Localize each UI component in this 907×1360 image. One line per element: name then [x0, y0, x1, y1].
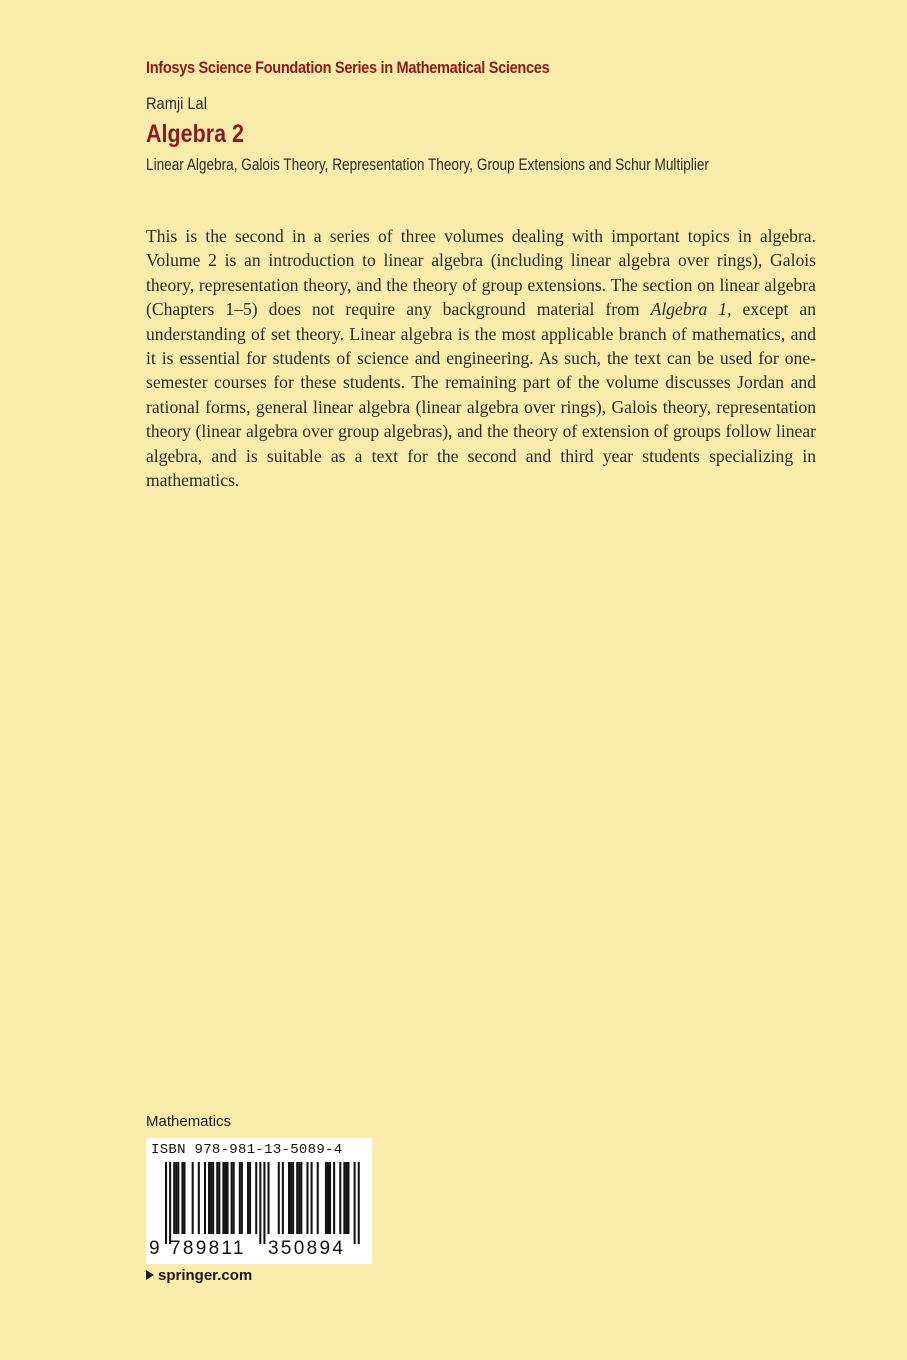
- barcode-bar: [231, 1162, 233, 1234]
- barcode-bars: [146, 1160, 372, 1244]
- publisher-website[interactable]: [146, 1267, 252, 1284]
- arrow-right-icon: [146, 1270, 154, 1280]
- barcode-bar: [311, 1162, 313, 1234]
- subject-category: Mathematics: [146, 1113, 232, 1130]
- description-italic-title: Algebra 1,: [650, 299, 732, 320]
- description-text-1: This is the second in a series of three volumes dealing with important topics in algebra. Volume 2 is an introduction to linear algebra (including linear algebra over rings), Galois theory, representation theory, and the theory of group extensions. The section on linear algebra (Chapters 1–5) does not require any background material from: [146, 226, 816, 320]
- barcode-bar: [227, 1162, 229, 1234]
- barcode-bar: [175, 1162, 177, 1234]
- barcode-digits-right: 350894: [268, 1238, 346, 1259]
- book-subtitle: Linear Algebra, Galois Theory, Representation Theory, Group Extensions and Schur Multiplier: [146, 155, 709, 174]
- barcode-bar: [296, 1162, 298, 1234]
- barcode-bar: [347, 1162, 349, 1234]
- barcode-bar: [300, 1162, 302, 1234]
- barcode-bar: [290, 1162, 292, 1234]
- barcode-bar: [268, 1162, 270, 1234]
- series-title: Infosys Science Foundation Series in Mathematical Sciences: [146, 58, 550, 77]
- barcode-bar: [259, 1162, 261, 1244]
- barcode-bar: [288, 1162, 290, 1234]
- barcode-bar: [358, 1162, 360, 1244]
- barcode-bar: [263, 1162, 265, 1244]
- barcode-bar: [345, 1162, 347, 1234]
- barcode-bar: [292, 1162, 294, 1234]
- barcode-bar: [255, 1162, 257, 1234]
- book-description: [146, 224, 816, 492]
- barcode-bar: [333, 1162, 335, 1234]
- barcode-bar: [298, 1162, 300, 1234]
- barcode-bar: [208, 1162, 210, 1234]
- barcode-bar: [218, 1162, 220, 1234]
- barcode-bar: [183, 1162, 185, 1234]
- barcode-bar: [325, 1162, 327, 1234]
- barcode-bar: [181, 1162, 183, 1234]
- barcode-bar: [241, 1162, 243, 1234]
- isbn-barcode: [146, 1138, 372, 1264]
- barcode-bar: [224, 1162, 226, 1234]
- barcode-bar: [343, 1162, 345, 1234]
- barcode-bar: [169, 1162, 171, 1244]
- barcode-bar: [249, 1162, 251, 1234]
- barcode-bar: [329, 1162, 331, 1234]
- description-text-2: except an understanding of set theory. Linear algebra is the most applicable branch of mathematics, and it is essential for students of science and engineering. As such, the text can be used for one-semester courses for these students. The remaining part of the volume discusses Jordan and rational forms, general linear algebra (linear algebra over rings), Galois theory, representation theory (linear algebra over group algebras), and the theory of extension of groups follow linear algebra, and is suitable as a text for the second and third year students specializing in mathematics.: [146, 299, 817, 491]
- barcode-bar: [339, 1162, 341, 1234]
- barcode-digits-left: 789811: [170, 1238, 246, 1259]
- isbn-label: ISBN 978-981-13-5089-4: [151, 1142, 343, 1158]
- barcode-bar: [210, 1162, 212, 1234]
- barcode-bar: [212, 1162, 214, 1234]
- barcode-bar: [173, 1162, 175, 1234]
- barcode-bar: [216, 1162, 218, 1234]
- barcode-bar: [192, 1162, 194, 1234]
- website-label: springer.com: [158, 1267, 253, 1284]
- barcode-bar: [177, 1162, 179, 1234]
- author-name: Ramji Lal: [146, 94, 207, 113]
- barcode-bar: [327, 1162, 329, 1234]
- barcode-digit-first: 9: [149, 1238, 160, 1259]
- barcode-bar: [247, 1162, 249, 1234]
- barcode-bar: [306, 1162, 308, 1234]
- barcode-bar: [239, 1162, 241, 1234]
- barcode-bar: [282, 1162, 284, 1234]
- barcode-bar: [354, 1162, 356, 1244]
- book-title: Algebra 2: [146, 120, 244, 148]
- barcode-bar: [233, 1162, 235, 1234]
- barcode-bar: [222, 1162, 224, 1234]
- barcode-bar: [204, 1162, 206, 1234]
- barcode-digits: [146, 1238, 372, 1262]
- barcode-bar: [165, 1162, 167, 1244]
- barcode-bar: [278, 1162, 280, 1234]
- barcode-bar: [198, 1162, 200, 1234]
- barcode-bar: [317, 1162, 319, 1234]
